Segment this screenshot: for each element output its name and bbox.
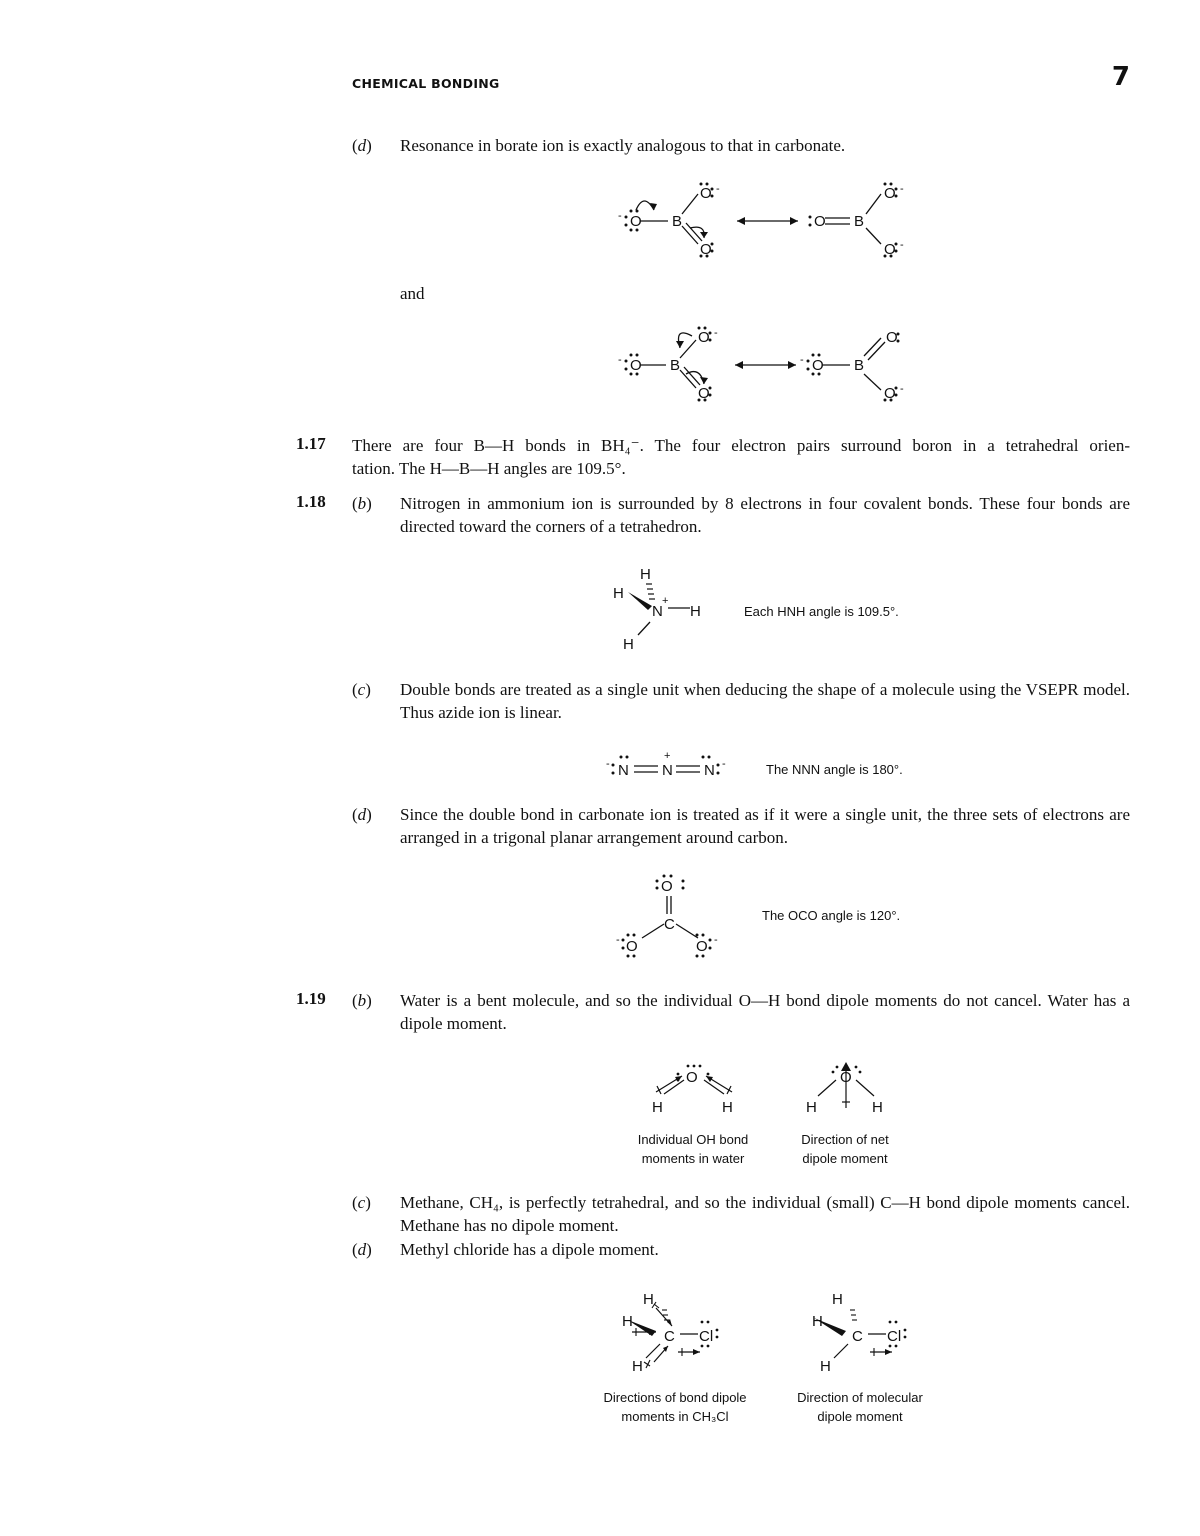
- mecl-caption-left: Directions of bond dipole moments in CH₃Cl: [603, 1390, 747, 1424]
- page-number: 7: [1111, 62, 1130, 92]
- p119-c-text: Methane, CH₄, is perfectly tetrahedral, and so the individual (small) C—H bond dipole moments cancel. Methane has no dipole moment.: [400, 1193, 1130, 1235]
- svg-text:-: -: [900, 183, 904, 195]
- svg-text:-: -: [618, 210, 622, 222]
- atom-b: B: [670, 357, 681, 374]
- atom-h: H: [652, 1099, 663, 1116]
- atom-h: H: [632, 1358, 643, 1375]
- water-caption-right: Direction of net dipole moment: [801, 1132, 889, 1166]
- atom-o: O: [884, 385, 896, 402]
- p118-d-text: Since the double bond in carbonate ion is treated as if it were a single unit, the three sets of electrons are arranged in a trigonal planar arrangement around carbon.: [400, 805, 1130, 847]
- borate-text: Resonance in borate ion is exactly analogous to that in carbonate.: [400, 136, 846, 155]
- atom-h: H: [806, 1099, 817, 1116]
- atom-o: O: [630, 213, 642, 230]
- carbonate-caption: The OCO angle is 120°.: [762, 908, 901, 923]
- problem-number-1-18: 1.18: [296, 492, 326, 511]
- svg-text:-: -: [714, 327, 718, 339]
- svg-text:-: -: [800, 354, 804, 366]
- p119-d-label: (d): [352, 1240, 372, 1259]
- atom-o: O: [700, 241, 712, 258]
- atom-o: O: [886, 329, 898, 346]
- svg-text:-: -: [618, 354, 622, 366]
- svg-text:-: -: [716, 183, 720, 195]
- borate-resonance-2: [600, 318, 930, 413]
- atom-n: N: [618, 762, 629, 779]
- atom-b: B: [672, 213, 683, 230]
- atom-h: H: [872, 1099, 883, 1116]
- atom-b: B: [854, 357, 865, 374]
- running-head: CHEMICAL BONDING: [352, 76, 500, 91]
- svg-text:-: -: [900, 239, 904, 251]
- atom-o: O: [884, 241, 896, 258]
- svg-text:-: -: [722, 758, 726, 770]
- atom-h: H: [820, 1358, 831, 1375]
- atom-h: H: [722, 1099, 733, 1116]
- svg-text:-: -: [900, 383, 904, 395]
- p119-c-label: (c): [352, 1193, 371, 1212]
- atom-o: O: [814, 213, 826, 230]
- svg-text:-: -: [714, 934, 718, 946]
- atom-n: N: [662, 762, 673, 779]
- borate-label: (d): [352, 136, 372, 155]
- atom-h: H: [690, 603, 701, 620]
- azide-caption: The NNN angle is 180°.: [766, 762, 903, 777]
- svg-text:-: -: [606, 758, 610, 770]
- p117-text: There are four B—H bonds in BH₄⁻. The four electron pairs surround boron in a tetrahedral orien- tation. The H—B—H angles are 109.5°.: [352, 436, 1130, 478]
- svg-text:+: +: [662, 595, 669, 607]
- atom-n: N: [704, 762, 715, 779]
- water-dipole-structures: [630, 1058, 930, 1118]
- atom-c: C: [664, 1328, 675, 1345]
- problem-number-1-19: 1.19: [296, 989, 326, 1008]
- atom-cl: Cl: [699, 1328, 714, 1345]
- azide-structure: [600, 748, 740, 784]
- atom-o: O: [700, 185, 712, 202]
- atom-c: C: [664, 916, 675, 933]
- mecl-caption-right: Direction of molecular dipole moment: [797, 1390, 923, 1424]
- atom-o: O: [626, 938, 638, 955]
- atom-h: H: [832, 1291, 843, 1308]
- atom-h: H: [643, 1291, 654, 1308]
- atom-n: N: [652, 603, 663, 620]
- atom-h: H: [812, 1313, 823, 1330]
- atom-h: H: [613, 585, 624, 602]
- borate-resonance-1: [600, 172, 930, 267]
- and-text: and: [400, 284, 425, 303]
- atom-h: H: [622, 1313, 633, 1330]
- p119-b-text: Water is a bent molecule, and so the individual O—H bond dipole moments do not cancel. Water has a dipole moment.: [400, 991, 1130, 1033]
- water-caption-left: Individual OH bond moments in water: [637, 1132, 749, 1166]
- atom-o: O: [884, 185, 896, 202]
- p118-b-text: Nitrogen in ammonium ion is surrounded by 8 electrons in four covalent bonds. These four bonds are directed toward the corners of a tetrahedron.: [400, 494, 1130, 536]
- atom-h: H: [623, 636, 634, 653]
- atom-o: O: [812, 357, 824, 374]
- atom-o: O: [661, 878, 673, 895]
- atom-c: C: [852, 1328, 863, 1345]
- atom-h: H: [640, 566, 651, 583]
- carbonate-structure: [610, 872, 730, 964]
- atom-o: O: [696, 938, 708, 955]
- atom-cl: Cl: [887, 1328, 902, 1345]
- svg-text:+: +: [664, 750, 671, 762]
- ammonium-caption: Each HNH angle is 109.5°.: [744, 604, 899, 619]
- problem-number-1-17: 1.17: [296, 434, 326, 453]
- p118-d-label: (d): [352, 805, 372, 824]
- ammonium-structure: [600, 560, 720, 655]
- p119-d-text: Methyl chloride has a dipole moment.: [400, 1240, 659, 1259]
- atom-o: O: [686, 1069, 698, 1086]
- atom-o: O: [698, 329, 710, 346]
- svg-text:-: -: [616, 934, 620, 946]
- atom-o: O: [630, 357, 642, 374]
- p118-c-label: (c): [352, 680, 371, 699]
- atom-o: O: [840, 1069, 852, 1086]
- atom-o: O: [698, 385, 710, 402]
- p118-c-text: Double bonds are treated as a single unit when deducing the shape of a molecule using the VSEPR model. Thus azide ion is linear.: [400, 680, 1130, 722]
- atom-b: B: [854, 213, 865, 230]
- p119-b-label: (b): [352, 991, 372, 1010]
- methyl-chloride-structures: [600, 1284, 940, 1380]
- p118-b-label: (b): [352, 494, 372, 513]
